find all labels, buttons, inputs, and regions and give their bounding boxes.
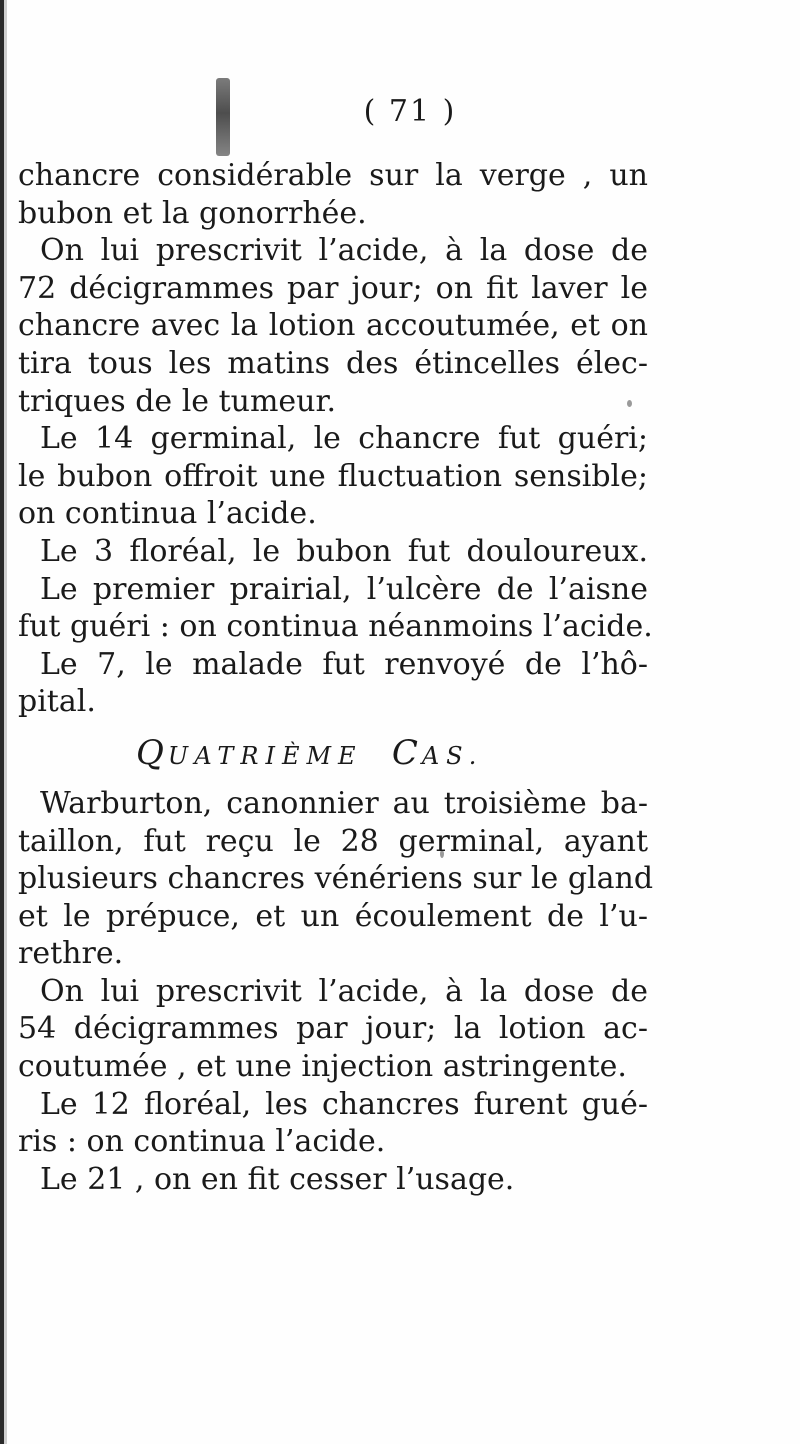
- page-binding-shadow: [4, 0, 7, 1444]
- text-line: 72 décigrammes par jour; on fit laver le: [18, 270, 648, 306]
- text-line: Le 21 , on en fit cesser l’usage.: [40, 1161, 515, 1197]
- text-line: tira tous les matins des étincelles élec-: [18, 345, 648, 381]
- section-heading: [18, 723, 648, 783]
- text-line: et le prépuce, et un écoulement de l’u-: [18, 898, 648, 934]
- text-line: Le 12 floréal, les chancres furent gué-: [40, 1086, 648, 1122]
- text-line: pital.: [18, 684, 96, 720]
- text-line: Le 7, le malade fut renvoyé de l’hô-: [40, 646, 648, 682]
- heading-initial: C: [391, 732, 422, 773]
- text-line: Le 14 germinal, le chancre fut guéri;: [40, 421, 648, 457]
- text-line: chancre considérable sur la verge , un: [18, 158, 648, 193]
- body-text: [18, 157, 654, 1198]
- text-line: coutumée , et une injection astringente.: [18, 1049, 627, 1085]
- heading-word: UATRIÈME: [167, 741, 363, 770]
- text-line: on continua l’acide.: [18, 496, 317, 532]
- text-line: 54 décigrammes par jour; la lotion ac-: [18, 1011, 648, 1047]
- text-line: rethre.: [18, 936, 124, 972]
- text-line: Le 3 floréal, le bubon fut douloureux.: [40, 533, 648, 569]
- heading-initial: Q: [136, 732, 168, 773]
- text-line: Le premier prairial, l’ulcère de l’aisne: [40, 571, 648, 607]
- text-line: le bubon offroit une fluctuation sensible;: [18, 458, 648, 494]
- text-line: chancre avec la lotion accoutumée, et on: [18, 308, 648, 344]
- text-line: On lui prescrivit l’acide, à la dose de: [40, 973, 648, 1009]
- text-line: taillon, fut reçu le 28 germinal, ayant: [18, 823, 648, 859]
- text-line: Warburton, canonnier au troisième ba-: [40, 785, 648, 821]
- text-line: fut guéri : on continua néanmoins l’acide.: [18, 609, 653, 645]
- text-line: On lui prescrivit l’acide, à la dose de: [40, 233, 648, 269]
- text-line: triques de le tumeur.: [18, 383, 337, 419]
- page-number: ( 71 ): [363, 94, 457, 129]
- text-line: plusieurs chancres vénériens sur le gland: [18, 861, 654, 897]
- text-line: ris : on continua l’acide.: [18, 1124, 386, 1160]
- heading-word: AS.: [421, 741, 484, 770]
- text-line: bubon et la gonorrhée.: [18, 195, 367, 231]
